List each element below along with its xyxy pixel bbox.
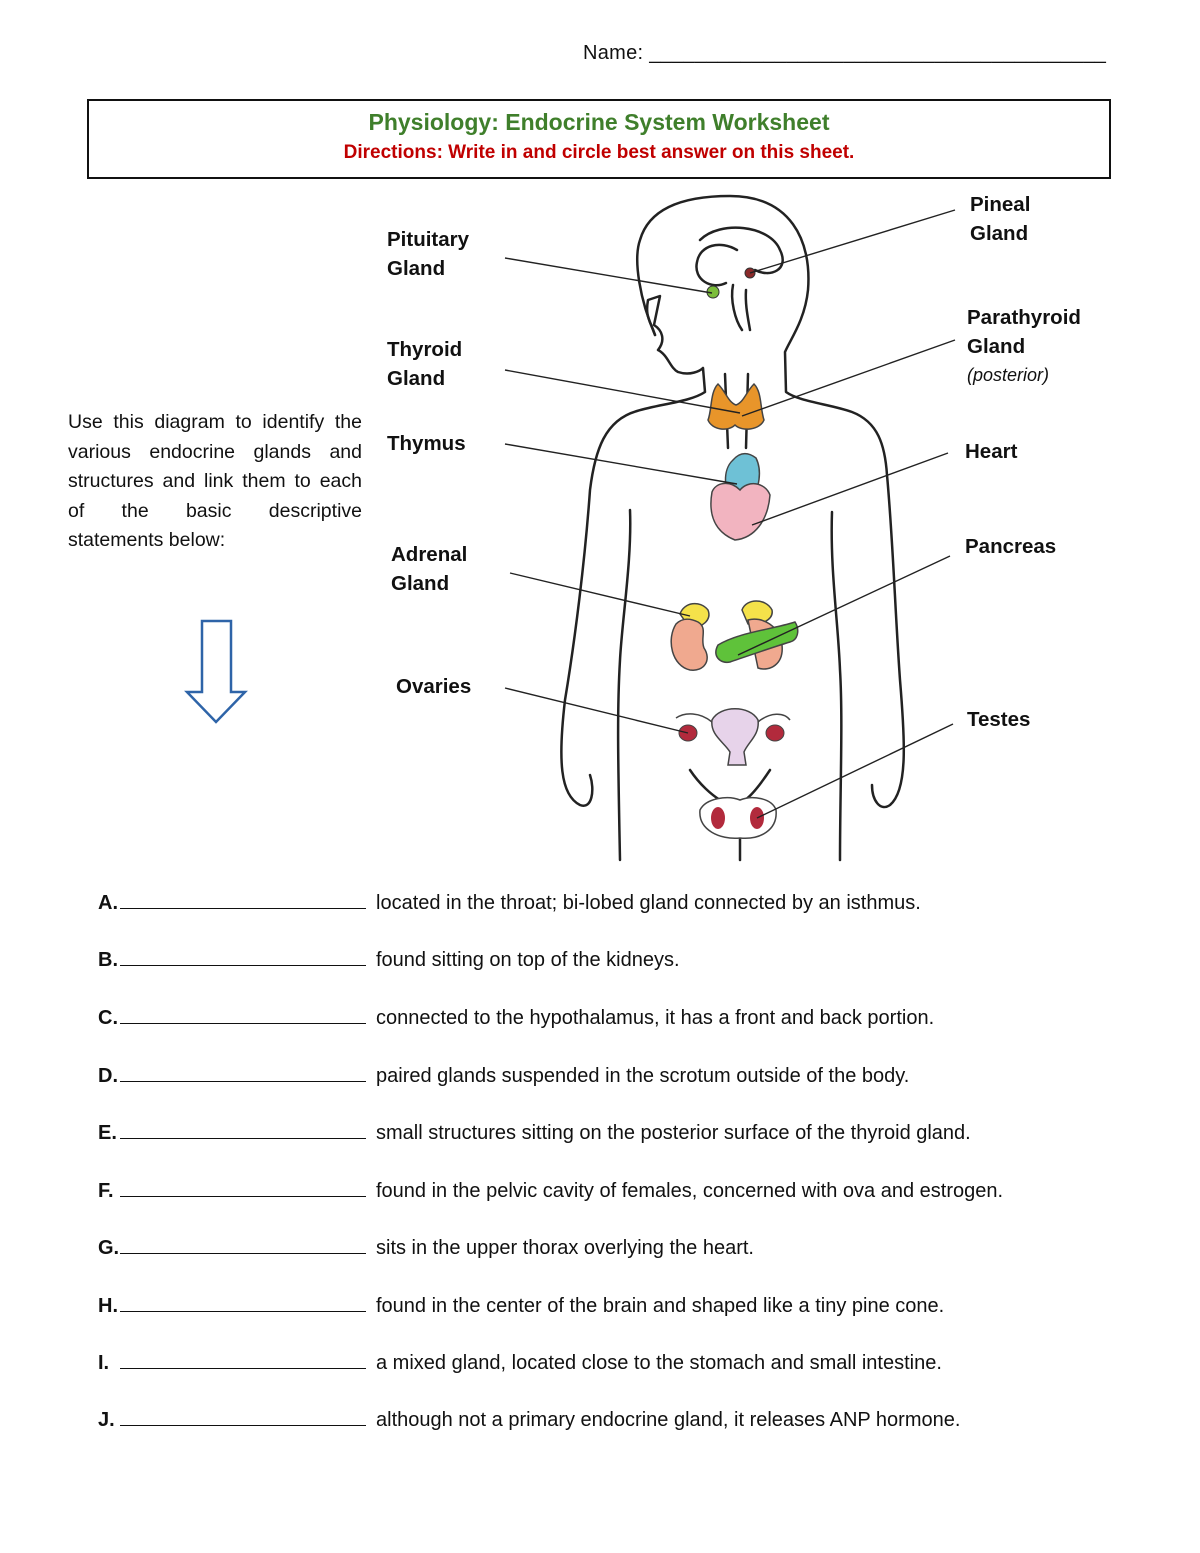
- question-e: E. small structures sitting on the posterior surface of the thyroid gland.: [98, 1122, 971, 1144]
- label-parathyroid-note: (posterior): [967, 365, 1050, 385]
- answer-blank[interactable]: [120, 947, 366, 966]
- question-g: G. sits in the upper thorax overlying the heart.: [98, 1237, 754, 1259]
- answer-blank[interactable]: [120, 890, 366, 909]
- testis-left: [711, 807, 725, 829]
- directions-text: Directions: Write in and circle best answer on this sheet.: [343, 142, 855, 163]
- heart-organ: [711, 483, 770, 540]
- question-i: I. a mixed gland, located close to the stomach and small intestine.: [98, 1352, 942, 1374]
- name-field[interactable]: Name: ________________________________________: [583, 42, 1107, 64]
- answer-blank[interactable]: [120, 1063, 366, 1082]
- label-ovaries: Ovaries: [396, 675, 472, 698]
- answer-blank[interactable]: [120, 1120, 366, 1139]
- label-pineal: Pineal Gland: [970, 193, 1031, 245]
- question-h: H. found in the center of the brain and shaped like a tiny pine cone.: [98, 1295, 945, 1317]
- label-testes: Testes: [967, 708, 1031, 731]
- kidney-left: [671, 619, 707, 670]
- down-arrow-icon: [187, 621, 245, 722]
- question-b: B. found sitting on top of the kidneys.: [98, 949, 680, 971]
- organs: [671, 268, 798, 838]
- answer-blank[interactable]: [120, 1178, 366, 1197]
- label-adrenal: Adrenal Gland: [391, 543, 468, 595]
- question-j: J. although not a primary endocrine gland, it releases ANP hormone.: [98, 1409, 961, 1431]
- label-pancreas: Pancreas: [965, 535, 1057, 558]
- answer-blank[interactable]: [120, 1235, 366, 1254]
- uterus-organ: [712, 709, 758, 765]
- label-thymus: Thymus: [387, 432, 466, 455]
- question-f: F. found in the pelvic cavity of females, concerned with ova and estrogen.: [98, 1180, 1004, 1202]
- ovary-right: [766, 725, 784, 741]
- label-parathyroid: Parathyroid Gland (posterior): [967, 303, 1081, 390]
- answer-blank[interactable]: [120, 1005, 366, 1024]
- label-pituitary: Pituitary Gland: [387, 228, 470, 280]
- answer-blank[interactable]: [120, 1407, 366, 1426]
- question-d: D. paired glands suspended in the scrotum outside of the body.: [98, 1065, 910, 1087]
- instructions-text: Use this diagram to identify the various endocrine glands and structures and link them to each of the basic descriptive statements below:: [68, 411, 362, 551]
- question-a: A. located in the throat; bi-lobed gland connected by an isthmus.: [98, 892, 921, 914]
- worksheet-title: Physiology: Endocrine System Worksheet: [368, 109, 830, 135]
- answer-blank[interactable]: [120, 1350, 366, 1369]
- label-heart: Heart: [965, 440, 1018, 463]
- label-thyroid: Thyroid Gland: [387, 338, 463, 390]
- question-c: C. connected to the hypothalamus, it has a front and back portion.: [98, 1007, 935, 1029]
- thyroid-gland: [708, 384, 764, 429]
- answer-blank[interactable]: [120, 1293, 366, 1312]
